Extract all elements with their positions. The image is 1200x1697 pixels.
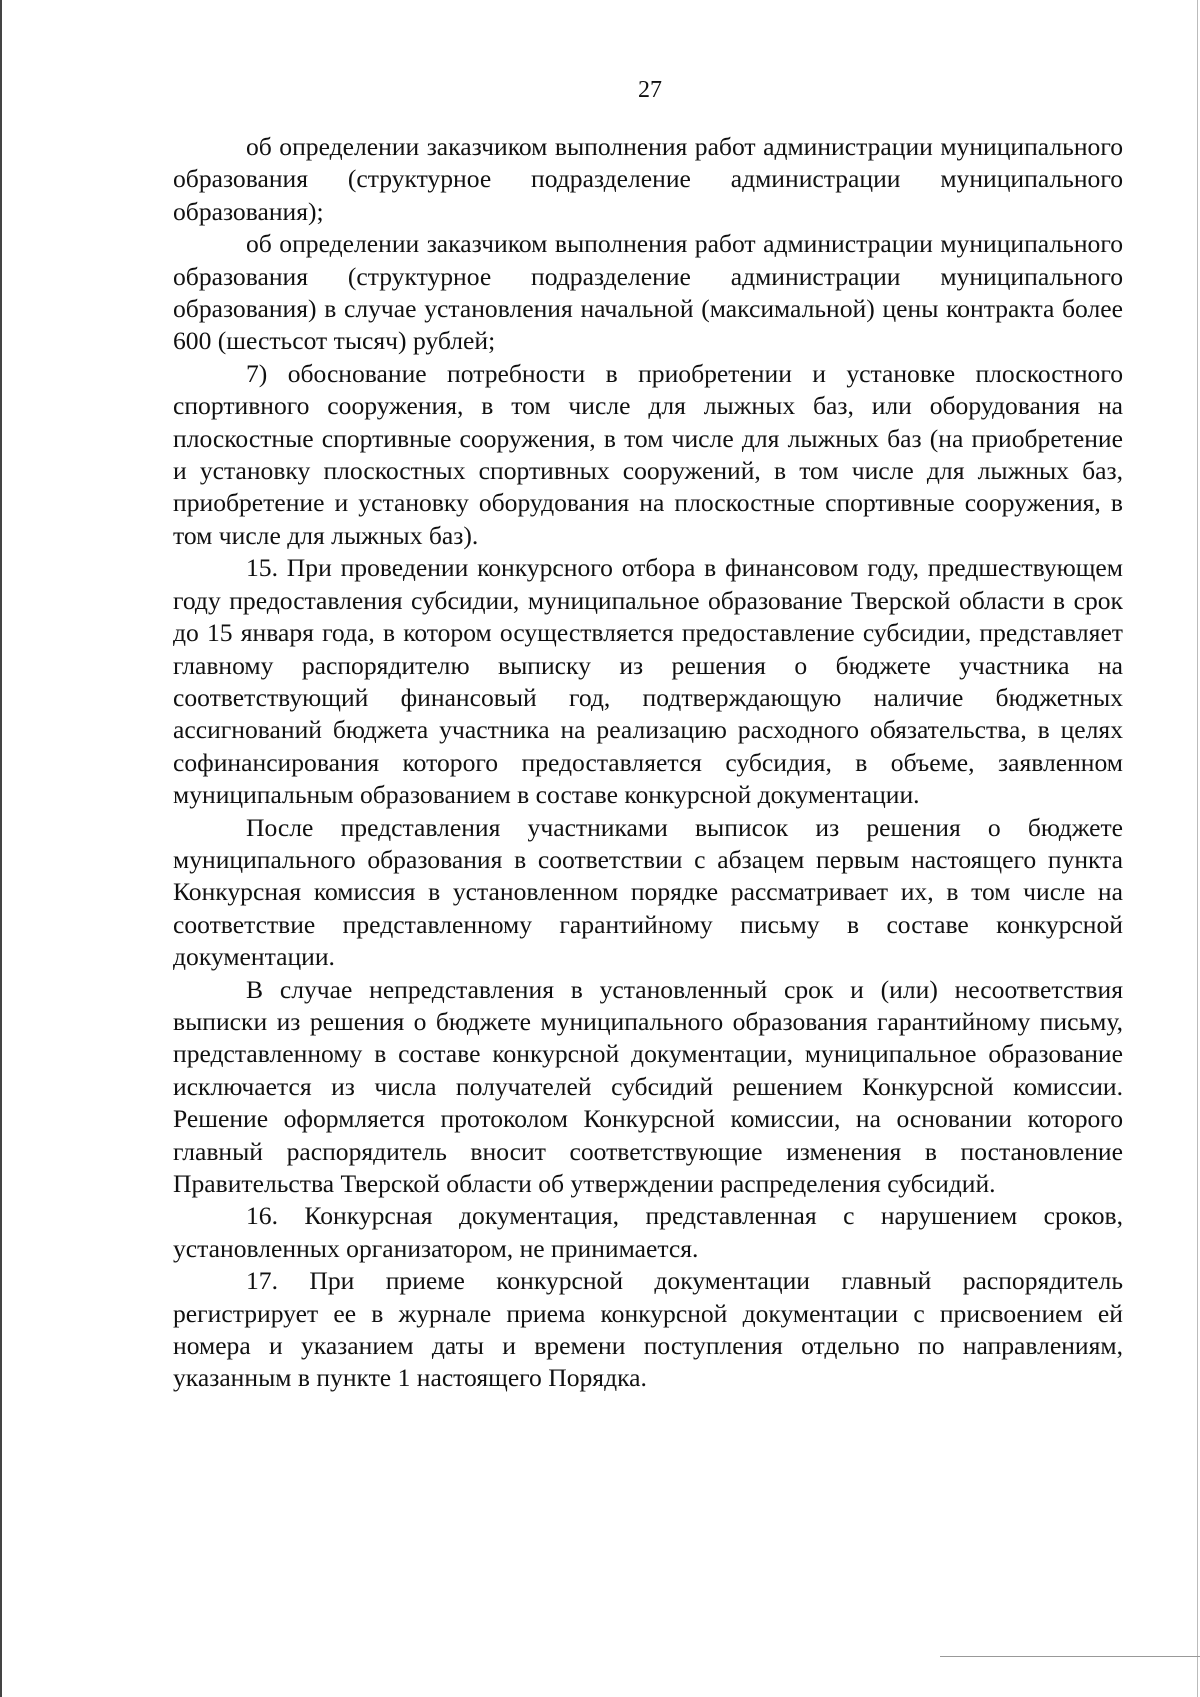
- paragraph: 15. При проведении конкурсного отбора в финансовом году, предшествующем году предоставления субсидии, муниципальное образование Тверской области в срок до 15 января года, в котором осуществляется предоставление субсидии, представляет главному распорядителю выписку из решения о бюджете участника на соответствующий финансовый год, подтверждающую наличие бюджетных ассигнований бюджета участника на реализацию расходного обязательства, в целях софинансирования которого предоставляется субсидия, в объеме, заявленном муниципальным образованием в составе конкурсной документации.: [173, 553, 1123, 810]
- paragraph: После представления участниками выписок из решения о бюджете муниципального образования в соответствии с абзацем первым настоящего пункта Конкурсная комиссия в установленном порядке рассматривает их, в том числе на соответствие представленному гарантийному письму в составе конкурсной документации.: [173, 812, 1123, 972]
- scan-edge-right: [1197, 0, 1198, 1697]
- paragraph: 17. При приеме конкурсной документации главный распорядитель регистрирует ее в журнале приема конкурсной документации с присвоением ей номера и указанием даты и времени поступления отдельно по направлениям, указанным в пункте 1 настоящего Порядка.: [173, 1266, 1123, 1393]
- paragraph: 7) обоснование потребности в приобретении и установке плоскостного спортивного сооружения, в том числе для лыжных баз, или оборудования на плоскостные спортивные сооружения, в том числе для лыжных баз (на приобретение и установку плоскостных спортивных сооружений, в том числе для лыжных баз, приобретение и установку оборудования на плоскостные спортивные сооружения, в том числе для лыжных баз).: [173, 358, 1123, 550]
- document-body: [173, 131, 1123, 1395]
- paragraph: 16. Конкурсная документация, представленная с нарушением сроков, установленных организатором, не принимается.: [173, 1201, 1123, 1263]
- paragraph: В случае непредставления в установленный срок и (или) несоответствия выписки из решения о бюджете муниципального образования гарантийному письму, представленному в составе конкурсной документации, муниципальное образование исключается из числа получателей субсидий решением Конкурсной комиссии. Решение оформляется протоколом Конкурсной комиссии, на основании которого главный распорядитель вносит соответствующие изменения в постановление Правительства Тверской области об утверждении распределения субсидий.: [173, 974, 1123, 1198]
- scan-bottom-line: [940, 1656, 1200, 1657]
- page-number: 27: [638, 77, 662, 103]
- paragraph: об определении заказчиком выполнения работ администрации муниципального образования (структурное подразделение администрации муниципального образования) в случае установления начальной (максимальной) цены контракта более 600 (шестьсот тысяч) рублей;: [173, 229, 1123, 356]
- scan-edge-left: [0, 0, 2, 1697]
- paragraph: об определении заказчиком выполнения работ администрации муниципального образования (структурное подразделение администрации муниципального образования);: [173, 132, 1123, 226]
